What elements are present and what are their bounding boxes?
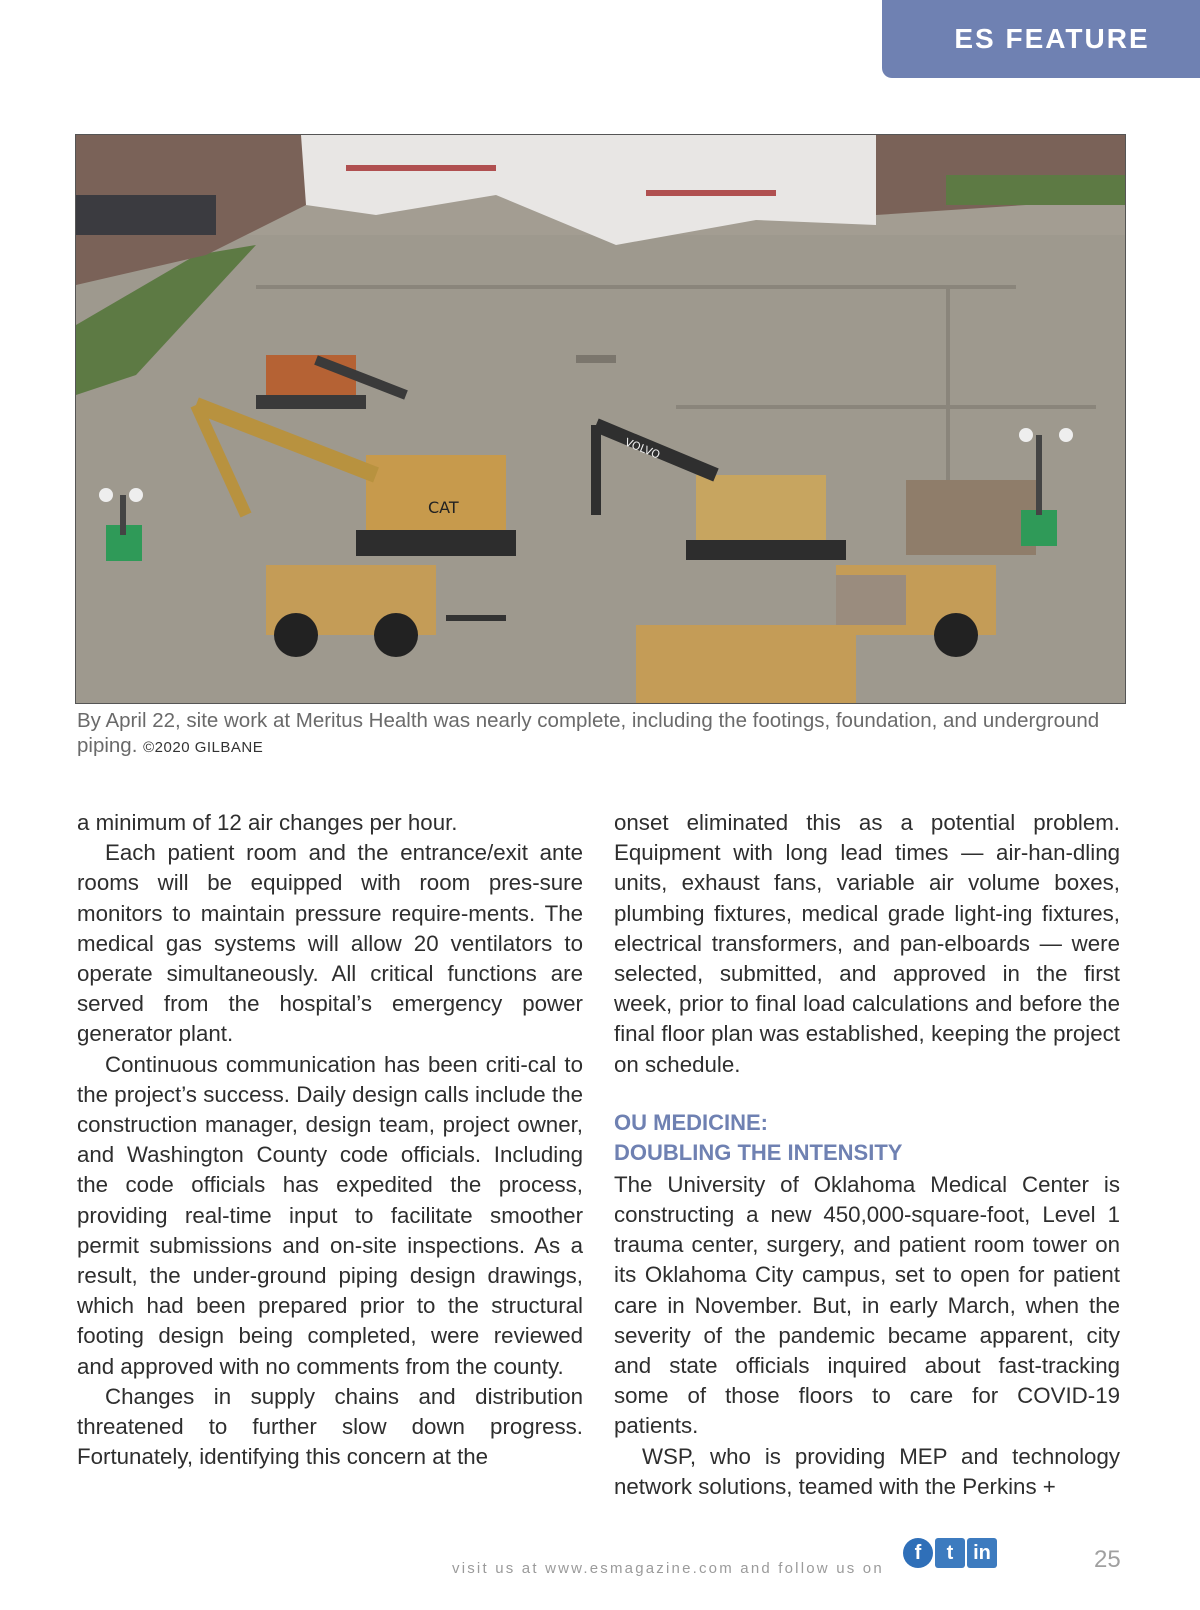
subhead-line-1: OU MEDICINE: (614, 1109, 768, 1135)
volvo-brand-label: VOLVO (622, 435, 662, 462)
section-tab-label: ES FEATURE (954, 23, 1150, 54)
section-tab (882, 0, 1200, 78)
footer-text: visit us at www.esmagazine.com and follow us on (452, 1560, 884, 1577)
left-paragraph-4: Changes in supply chains and distribution threatened to further slow down progress. Fortunately, identifying this concern at the (77, 1383, 583, 1470)
construction-site-photo (75, 134, 1126, 704)
right-paragraph-1: The University of Oklahoma Medical Center is constructing a new 450,000-square-foot, Level 1 trauma center, surgery, and patient room tower on its Oklahoma City campus, set to open for patient care in November. But, in early March, when the severity of the pandemic became apparent, city and state officials inquired about fast-tracking some of those floors to care for COVID-19 patients. (614, 1171, 1120, 1439)
construction-site-illustration (76, 135, 1125, 703)
photo-credit: ©2020 GILBANE (143, 739, 264, 756)
social-links (903, 1538, 997, 1568)
left-paragraph-2: Each patient room and the entrance/exit ante rooms will be equipped with room pres-sure monitors to maintain pressure require-ments. The medical gas systems will allow 20 ventilators to operate simultaneously. All critical functions are served from the hospital’s emergency power generator plant. (77, 840, 583, 1047)
right-paragraph-2: WSP, who is providing MEP and technology network solutions, teamed with the Perkins + (614, 1443, 1120, 1499)
left-column (77, 808, 583, 1472)
facebook-icon[interactable]: f (903, 1538, 933, 1568)
linkedin-icon[interactable]: in (967, 1538, 997, 1568)
subhead-line-2: DOUBLING THE INTENSITY (614, 1139, 903, 1165)
caption-text: By April 22, site work at Meritus Health was nearly complete, including the footings, foundation, and underground piping. (77, 709, 1100, 757)
page-number: 25 (1094, 1546, 1121, 1573)
cat-brand-label: CAT (428, 498, 459, 517)
left-paragraph-1: a minimum of 12 air changes per hour. (77, 810, 458, 835)
photo-caption (77, 708, 1127, 760)
right-column (614, 808, 1120, 1502)
twitter-icon[interactable]: t (935, 1538, 965, 1568)
left-paragraph-3: Continuous communication has been criti-cal to the project’s success. Daily design calls include the construction manager, design team, project owner, and Washington County code officials. Including the code officials has expedited the process, providing real-time input to facilitate smoother permit submissions and on-site inspections. As a result, the under-ground piping design drawings, which had been prepared prior to the structural footing design being completed, were reviewed and approved with no comments from the county. (77, 1051, 583, 1379)
section-subhead (614, 1108, 1120, 1168)
right-paragraph-continued: onset eliminated this as a potential problem. Equipment with long lead times — air-han-dling units, exhaust fans, variable air volume boxes, plumbing fixtures, medical grade light-ing fixtures, electrical transformers, and pan-elboards — were selected, submitted, and approved in the first week, prior to final load calculations and before the final floor plan was established, keeping the project on schedule. (614, 810, 1120, 1077)
